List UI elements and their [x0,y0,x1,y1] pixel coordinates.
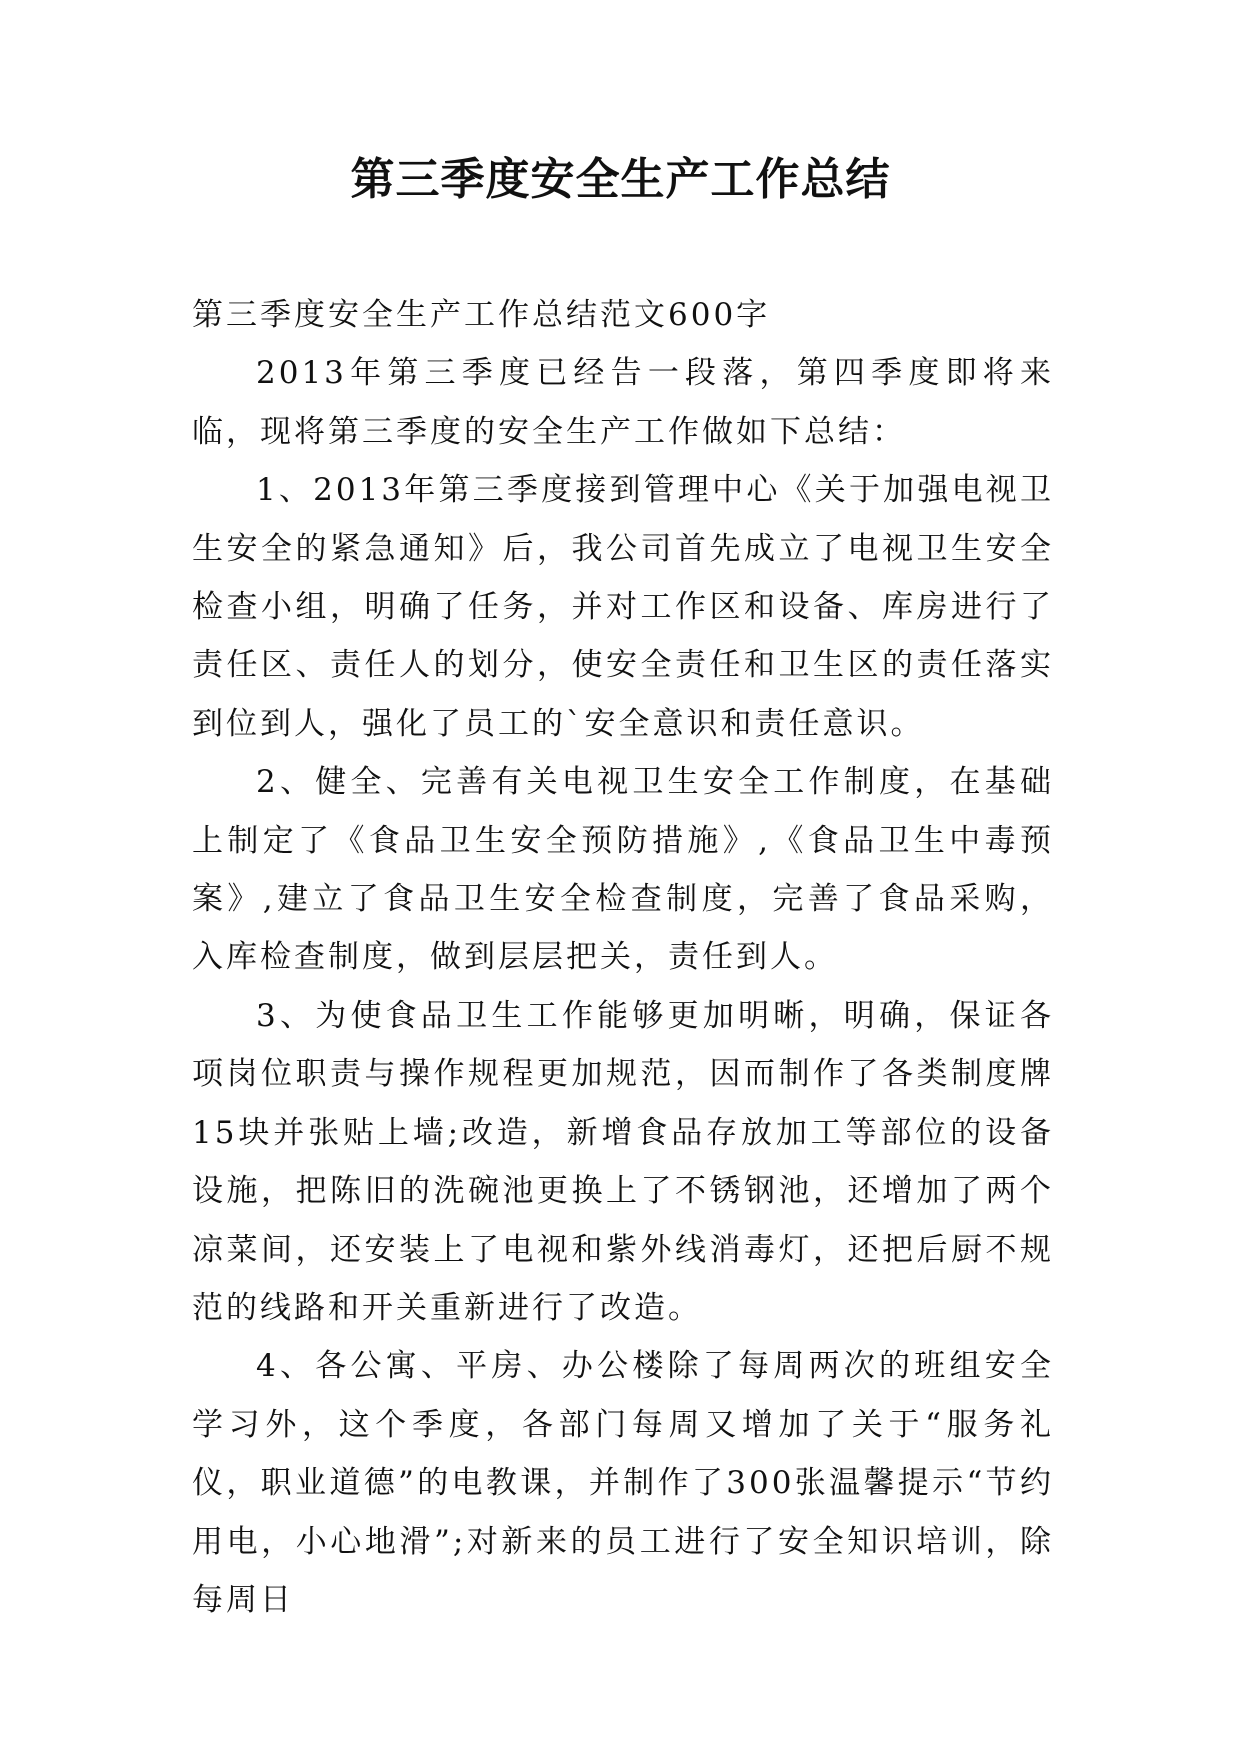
paragraph-item-1: 1、2013年第三季度接到管理中心《关于加强电视卫生安全的紧急通知》后，我公司首先成立了电视卫生安全检查小组，明确了任务，并对工作区和设备、库房进行了责任区、责任人的划分，使安全责任和卫生区的责任落实到位到人，强化了员工的`安全意识和责任意识。 [192,472,1054,742]
paragraph-intro: 2013年第三季度已经告一段落，第四季度即将来临，现将第三季度的安全生产工作做如下总结： [192,355,1054,450]
paragraph-item-3: 3、为使食品卫生工作能够更加明晰，明确，保证各项岗位职责与操作规程更加规范，因而制作了各类制度牌15块并张贴上墙;改造，新增食品存放加工等部位的设备设施，把陈旧的洗碗池更换上了不锈钢池，还增加了两个凉菜间，还安装上了电视和紫外线消毒灯，还把后厨不规范的线路和开关重新进行了改造。 [192,997,1054,1326]
document-subtitle: 第三季度安全生产工作总结范文600字 [192,297,771,333]
document-body [192,286,1054,1629]
paragraph-item-2: 2、健全、完善有关电视卫生安全工作制度，在基础上制定了《食品卫生安全预防措施》,《食品卫生中毒预案》,建立了食品卫生安全检查制度，完善了食品采购，入库检查制度，做到层层把关，责任到人。 [192,764,1054,976]
paragraph-item-4: 4、各公寓、平房、办公楼除了每周两次的班组安全学习外，这个季度，各部门每周又增加了关于“服务礼仪，职业道德”的电教课，并制作了300张温馨提示“节约用电，小心地滑”;对新来的员工进行了安全知识培训，除每周日 [192,1348,1054,1618]
document-title: 第三季度安全生产工作总结 [350,154,891,205]
